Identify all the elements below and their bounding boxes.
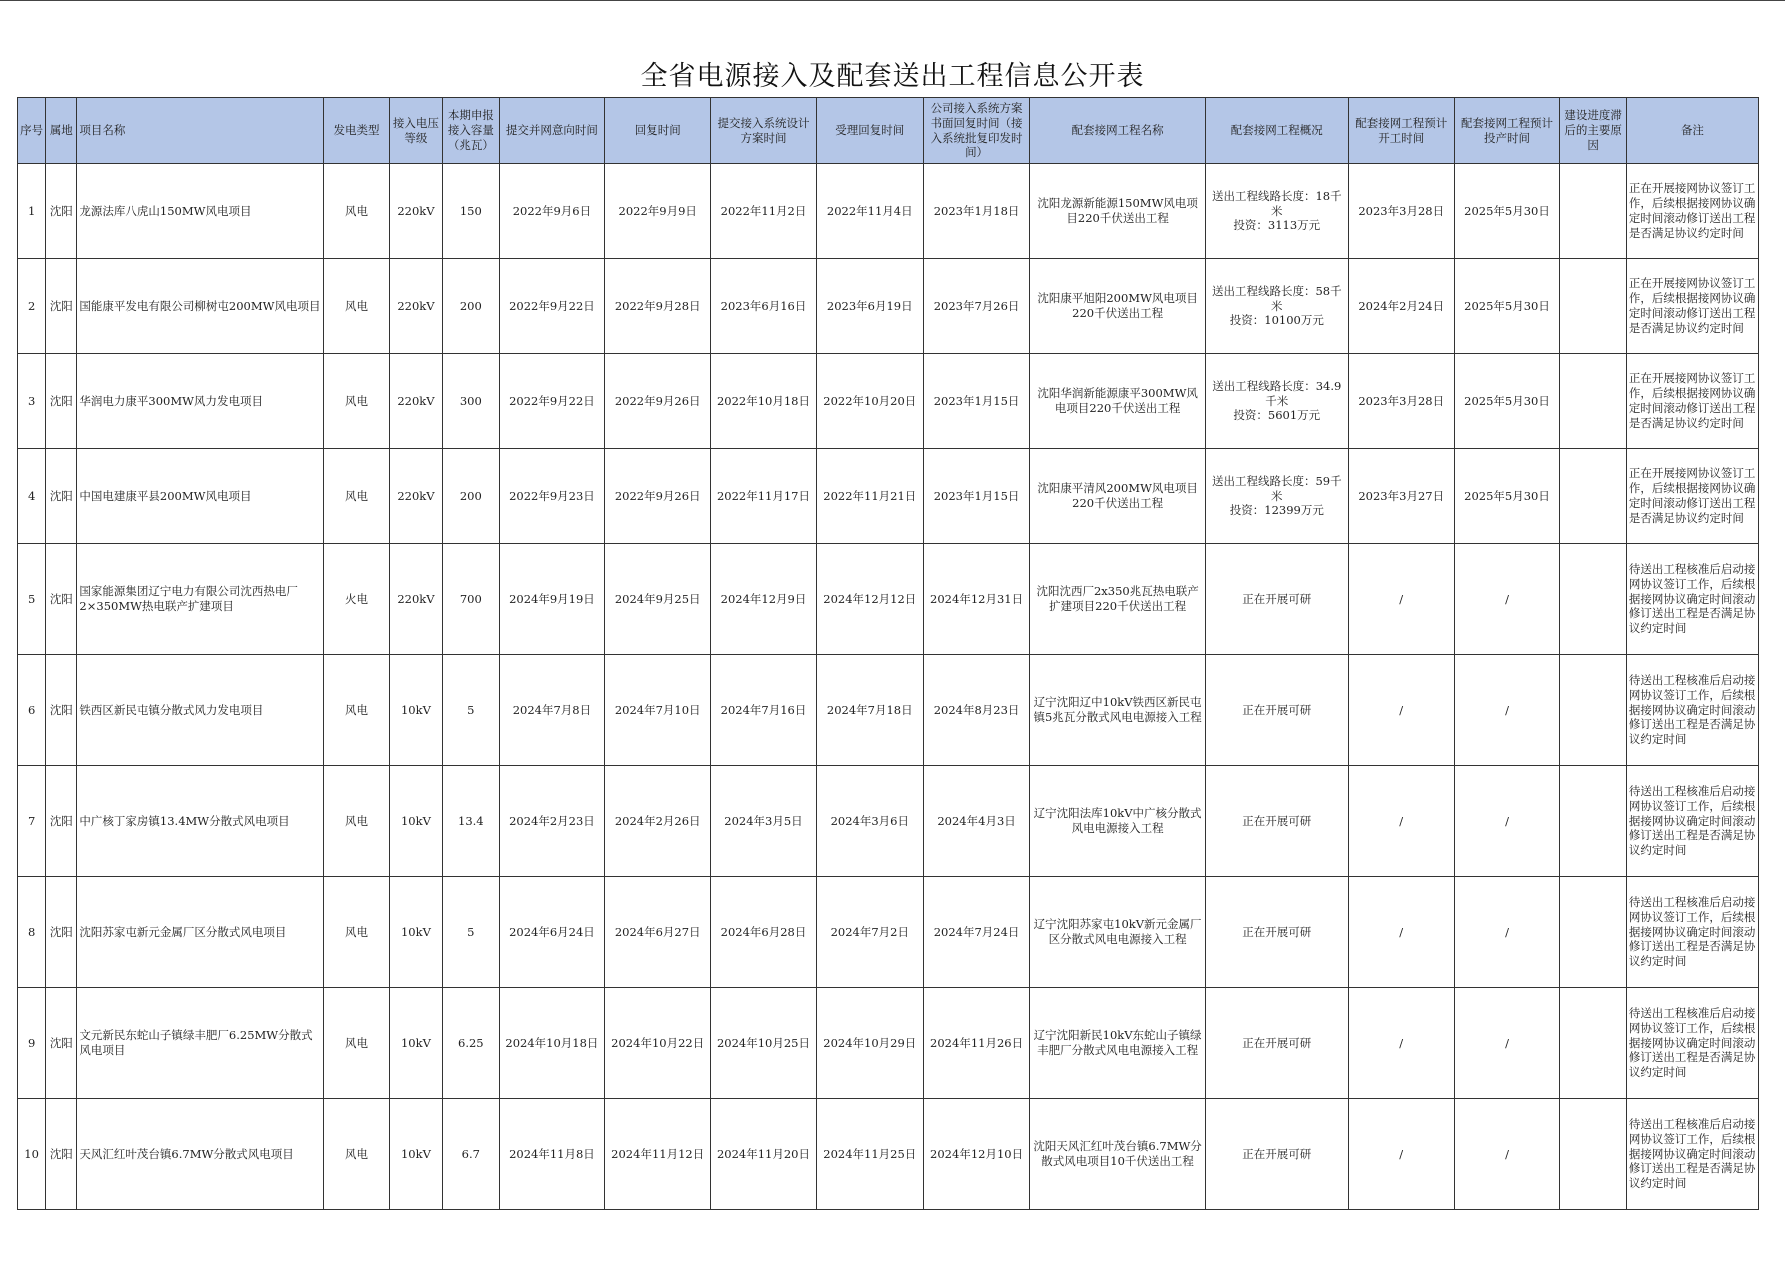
col-region-cell: 沈阳 — [46, 766, 77, 877]
col-intent-date-cell: 2024年2月23日 — [499, 766, 605, 877]
col-accept-date-cell: 2024年12月12日 — [816, 544, 923, 655]
col-remarks-cell: 正在开展接网协议签订工作，后续根据接网协议确定时间滚动修订送出工程是否满足协议约定时间 — [1626, 164, 1758, 259]
header-col-project-name: 项目名称 — [77, 98, 324, 164]
col-remarks-cell: 待送出工程核准后启动接网协议签订工作，后续根据接网协议确定时间滚动修订送出工程是否满足协议约定时间 — [1626, 988, 1758, 1099]
col-design-date-cell: 2022年11月17日 — [711, 449, 817, 544]
col-intent-date-cell: 2022年9月22日 — [499, 354, 605, 449]
col-capacity-cell: 300 — [443, 354, 499, 449]
col-gen-type-cell: 风电 — [324, 766, 389, 877]
col-index-cell: 7 — [18, 766, 46, 877]
col-approval-date-cell: 2024年11月26日 — [923, 988, 1030, 1099]
col-voltage-cell: 220kV — [389, 354, 442, 449]
col-approval-date-cell: 2023年1月15日 — [923, 354, 1030, 449]
info-table — [17, 97, 1759, 1210]
col-operation-date-cell: / — [1454, 1099, 1560, 1210]
col-start-date-cell: / — [1348, 1099, 1454, 1210]
col-approval-date-cell: 2024年7月24日 — [923, 877, 1030, 988]
header-col-reply-date: 回复时间 — [605, 98, 711, 164]
table-row — [18, 877, 1759, 988]
header-col-index: 序号 — [18, 98, 46, 164]
col-accept-date-cell: 2024年7月18日 — [816, 655, 923, 766]
col-delay-reason-cell — [1560, 655, 1626, 766]
col-delay-reason-cell — [1560, 449, 1626, 544]
col-reply-date-cell: 2024年7月10日 — [605, 655, 711, 766]
col-gen-type-cell: 风电 — [324, 1099, 389, 1210]
col-index-cell: 9 — [18, 988, 46, 1099]
header-col-approval-date: 公司接入系统方案书面回复时间（接入系统批复印发时间） — [923, 98, 1030, 164]
col-gen-type-cell: 风电 — [324, 164, 389, 259]
table-header-row — [18, 98, 1759, 164]
header-col-intent-date: 提交并网意向时间 — [499, 98, 605, 164]
col-delay-reason-cell — [1560, 259, 1626, 354]
col-gen-type-cell: 风电 — [324, 259, 389, 354]
col-region-cell: 沈阳 — [46, 655, 77, 766]
col-accept-date-cell: 2022年10月20日 — [816, 354, 923, 449]
col-project-name-cell: 天风汇红叶茂台镇6.7MW分散式风电项目 — [77, 1099, 324, 1210]
col-approval-date-cell: 2024年12月31日 — [923, 544, 1030, 655]
col-start-date-cell: / — [1348, 655, 1454, 766]
col-capacity-cell: 200 — [443, 449, 499, 544]
col-voltage-cell: 10kV — [389, 877, 442, 988]
col-grid-project-name-cell: 辽宁沈阳苏家屯10kV新元金属厂区分散式风电电源接入工程 — [1030, 877, 1205, 988]
col-index-cell: 10 — [18, 1099, 46, 1210]
table-row — [18, 164, 1759, 259]
col-design-date-cell: 2024年3月5日 — [711, 766, 817, 877]
col-start-date-cell: / — [1348, 544, 1454, 655]
col-delay-reason-cell — [1560, 877, 1626, 988]
col-grid-project-overview-cell: 送出工程线路长度：59千米 投资：12399万元 — [1205, 449, 1348, 544]
col-operation-date-cell: / — [1454, 766, 1560, 877]
page-title: 全省电源接入及配套送出工程信息公开表 — [640, 61, 1145, 92]
col-grid-project-overview-cell: 正在开展可研 — [1205, 766, 1348, 877]
col-approval-date-cell: 2023年1月18日 — [923, 164, 1030, 259]
col-approval-date-cell: 2023年1月15日 — [923, 449, 1030, 544]
col-start-date-cell: 2023年3月28日 — [1348, 164, 1454, 259]
col-design-date-cell: 2024年6月28日 — [711, 877, 817, 988]
col-intent-date-cell: 2024年7月8日 — [499, 655, 605, 766]
col-capacity-cell: 150 — [443, 164, 499, 259]
col-grid-project-overview-cell: 正在开展可研 — [1205, 544, 1348, 655]
col-delay-reason-cell — [1560, 988, 1626, 1099]
col-reply-date-cell: 2022年9月9日 — [605, 164, 711, 259]
table-row — [18, 1099, 1759, 1210]
col-reply-date-cell: 2024年2月26日 — [605, 766, 711, 877]
col-region-cell: 沈阳 — [46, 544, 77, 655]
col-intent-date-cell: 2022年9月22日 — [499, 259, 605, 354]
col-accept-date-cell: 2022年11月4日 — [816, 164, 923, 259]
col-start-date-cell: / — [1348, 988, 1454, 1099]
col-remarks-cell: 待送出工程核准后启动接网协议签订工作，后续根据接网协议确定时间滚动修订送出工程是否满足协议约定时间 — [1626, 544, 1758, 655]
col-intent-date-cell: 2024年10月18日 — [499, 988, 605, 1099]
col-accept-date-cell: 2024年7月2日 — [816, 877, 923, 988]
col-grid-project-overview-cell: 正在开展可研 — [1205, 877, 1348, 988]
header-col-remarks: 备注 — [1626, 98, 1758, 164]
col-design-date-cell: 2022年10月18日 — [711, 354, 817, 449]
col-index-cell: 8 — [18, 877, 46, 988]
col-accept-date-cell: 2024年3月6日 — [816, 766, 923, 877]
col-gen-type-cell: 风电 — [324, 655, 389, 766]
col-remarks-cell: 正在开展接网协议签订工作，后续根据接网协议确定时间滚动修订送出工程是否满足协议约定时间 — [1626, 449, 1758, 544]
col-reply-date-cell: 2024年11月12日 — [605, 1099, 711, 1210]
col-accept-date-cell: 2023年6月19日 — [816, 259, 923, 354]
col-intent-date-cell: 2022年9月23日 — [499, 449, 605, 544]
col-delay-reason-cell — [1560, 354, 1626, 449]
col-grid-project-name-cell: 辽宁沈阳法库10kV中广核分散式风电电源接入工程 — [1030, 766, 1205, 877]
col-region-cell: 沈阳 — [46, 164, 77, 259]
col-voltage-cell: 220kV — [389, 544, 442, 655]
col-delay-reason-cell — [1560, 544, 1626, 655]
col-operation-date-cell: / — [1454, 877, 1560, 988]
header-col-grid-project-overview: 配套接网工程概况 — [1205, 98, 1348, 164]
table-row — [18, 544, 1759, 655]
table-row — [18, 988, 1759, 1099]
col-grid-project-name-cell: 沈阳康平旭阳200MW风电项目220千伏送出工程 — [1030, 259, 1205, 354]
col-region-cell: 沈阳 — [46, 354, 77, 449]
col-index-cell: 2 — [18, 259, 46, 354]
col-start-date-cell: 2024年2月24日 — [1348, 259, 1454, 354]
page-top-border — [0, 0, 1785, 1]
col-grid-project-name-cell: 辽宁沈阳辽中10kV铁西区新民屯镇5兆瓦分散式风电电源接入工程 — [1030, 655, 1205, 766]
col-intent-date-cell: 2024年11月8日 — [499, 1099, 605, 1210]
col-start-date-cell: / — [1348, 877, 1454, 988]
col-project-name-cell: 文元新民东蛇山子镇绿丰肥厂6.25MW分散式风电项目 — [77, 988, 324, 1099]
table-body — [18, 164, 1759, 1210]
col-voltage-cell: 10kV — [389, 766, 442, 877]
col-project-name-cell: 中广核丁家房镇13.4MW分散式风电项目 — [77, 766, 324, 877]
col-project-name-cell: 铁西区新民屯镇分散式风力发电项目 — [77, 655, 324, 766]
col-start-date-cell: 2023年3月28日 — [1348, 354, 1454, 449]
col-reply-date-cell: 2024年6月27日 — [605, 877, 711, 988]
col-design-date-cell: 2023年6月16日 — [711, 259, 817, 354]
col-design-date-cell: 2024年7月16日 — [711, 655, 817, 766]
col-capacity-cell: 200 — [443, 259, 499, 354]
col-design-date-cell: 2024年12月9日 — [711, 544, 817, 655]
col-reply-date-cell: 2022年9月28日 — [605, 259, 711, 354]
col-start-date-cell: 2023年3月27日 — [1348, 449, 1454, 544]
col-operation-date-cell: 2025年5月30日 — [1454, 449, 1560, 544]
col-capacity-cell: 6.7 — [443, 1099, 499, 1210]
col-grid-project-name-cell: 沈阳天风汇红叶茂台镇6.7MW分散式风电项目10千伏送出工程 — [1030, 1099, 1205, 1210]
col-reply-date-cell: 2024年10月22日 — [605, 988, 711, 1099]
col-approval-date-cell: 2023年7月26日 — [923, 259, 1030, 354]
col-grid-project-overview-cell: 送出工程线路长度：58千米 投资：10100万元 — [1205, 259, 1348, 354]
col-voltage-cell: 10kV — [389, 655, 442, 766]
col-operation-date-cell: / — [1454, 655, 1560, 766]
col-capacity-cell: 6.25 — [443, 988, 499, 1099]
col-project-name-cell: 龙源法库八虎山150MW风电项目 — [77, 164, 324, 259]
col-voltage-cell: 220kV — [389, 164, 442, 259]
col-delay-reason-cell — [1560, 766, 1626, 877]
col-region-cell: 沈阳 — [46, 449, 77, 544]
col-capacity-cell: 13.4 — [443, 766, 499, 877]
col-gen-type-cell: 风电 — [324, 877, 389, 988]
col-accept-date-cell: 2024年10月29日 — [816, 988, 923, 1099]
col-remarks-cell: 待送出工程核准后启动接网协议签订工作，后续根据接网协议确定时间滚动修订送出工程是否满足协议约定时间 — [1626, 766, 1758, 877]
col-gen-type-cell: 风电 — [324, 988, 389, 1099]
col-delay-reason-cell — [1560, 164, 1626, 259]
col-region-cell: 沈阳 — [46, 1099, 77, 1210]
col-approval-date-cell: 2024年12月10日 — [923, 1099, 1030, 1210]
header-col-delay-reason: 建设进度滞后的主要原因 — [1560, 98, 1626, 164]
col-index-cell: 1 — [18, 164, 46, 259]
col-design-date-cell: 2024年11月20日 — [711, 1099, 817, 1210]
header-col-accept-date: 受理回复时间 — [816, 98, 923, 164]
col-accept-date-cell: 2024年11月25日 — [816, 1099, 923, 1210]
col-remarks-cell: 正在开展接网协议签订工作，后续根据接网协议确定时间滚动修订送出工程是否满足协议约定时间 — [1626, 259, 1758, 354]
col-region-cell: 沈阳 — [46, 877, 77, 988]
col-voltage-cell: 220kV — [389, 449, 442, 544]
col-design-date-cell: 2022年11月2日 — [711, 164, 817, 259]
col-gen-type-cell: 风电 — [324, 354, 389, 449]
header-col-grid-project-name: 配套接网工程名称 — [1030, 98, 1205, 164]
col-grid-project-overview-cell: 正在开展可研 — [1205, 1099, 1348, 1210]
header-col-start-date: 配套接网工程预计开工时间 — [1348, 98, 1454, 164]
col-approval-date-cell: 2024年8月23日 — [923, 655, 1030, 766]
col-voltage-cell: 10kV — [389, 1099, 442, 1210]
table-row — [18, 259, 1759, 354]
col-voltage-cell: 10kV — [389, 988, 442, 1099]
col-intent-date-cell: 2024年9月19日 — [499, 544, 605, 655]
col-capacity-cell: 5 — [443, 655, 499, 766]
col-intent-date-cell: 2024年6月24日 — [499, 877, 605, 988]
col-grid-project-overview-cell: 正在开展可研 — [1205, 655, 1348, 766]
col-accept-date-cell: 2022年11月21日 — [816, 449, 923, 544]
col-operation-date-cell: 2025年5月30日 — [1454, 259, 1560, 354]
col-intent-date-cell: 2022年9月6日 — [499, 164, 605, 259]
col-remarks-cell: 待送出工程核准后启动接网协议签订工作，后续根据接网协议确定时间滚动修订送出工程是否满足协议约定时间 — [1626, 877, 1758, 988]
col-project-name-cell: 国能康平发电有限公司柳树屯200MW风电项目 — [77, 259, 324, 354]
col-operation-date-cell: / — [1454, 988, 1560, 1099]
col-start-date-cell: / — [1348, 766, 1454, 877]
col-reply-date-cell: 2024年9月25日 — [605, 544, 711, 655]
table-row — [18, 655, 1759, 766]
col-gen-type-cell: 火电 — [324, 544, 389, 655]
col-region-cell: 沈阳 — [46, 988, 77, 1099]
col-capacity-cell: 5 — [443, 877, 499, 988]
col-region-cell: 沈阳 — [46, 259, 77, 354]
col-project-name-cell: 中国电建康平县200MW风电项目 — [77, 449, 324, 544]
col-voltage-cell: 220kV — [389, 259, 442, 354]
header-col-operation-date: 配套接网工程预计投产时间 — [1454, 98, 1560, 164]
col-grid-project-overview-cell: 送出工程线路长度：34.9千米 投资：5601万元 — [1205, 354, 1348, 449]
col-reply-date-cell: 2022年9月26日 — [605, 354, 711, 449]
col-project-name-cell: 国家能源集团辽宁电力有限公司沈西热电厂2×350MW热电联产扩建项目 — [77, 544, 324, 655]
table-row — [18, 766, 1759, 877]
header-col-capacity: 本期申报接入容量（兆瓦） — [443, 98, 499, 164]
col-design-date-cell: 2024年10月25日 — [711, 988, 817, 1099]
col-capacity-cell: 700 — [443, 544, 499, 655]
header-col-voltage: 接入电压等级 — [389, 98, 442, 164]
header-col-region: 属地 — [46, 98, 77, 164]
col-grid-project-name-cell: 沈阳华润新能源康平300MW风电项目220千伏送出工程 — [1030, 354, 1205, 449]
col-remarks-cell: 待送出工程核准后启动接网协议签订工作，后续根据接网协议确定时间滚动修订送出工程是否满足协议约定时间 — [1626, 1099, 1758, 1210]
col-gen-type-cell: 风电 — [324, 449, 389, 544]
col-operation-date-cell: 2025年5月30日 — [1454, 354, 1560, 449]
table-row — [18, 354, 1759, 449]
col-delay-reason-cell — [1560, 1099, 1626, 1210]
col-grid-project-overview-cell: 正在开展可研 — [1205, 988, 1348, 1099]
header-col-gen-type: 发电类型 — [324, 98, 389, 164]
col-remarks-cell: 待送出工程核准后启动接网协议签订工作，后续根据接网协议确定时间滚动修订送出工程是否满足协议约定时间 — [1626, 655, 1758, 766]
col-grid-project-name-cell: 辽宁沈阳新民10kV东蛇山子镇绿丰肥厂分散式风电电源接入工程 — [1030, 988, 1205, 1099]
col-grid-project-overview-cell: 送出工程线路长度：18千米 投资：3113万元 — [1205, 164, 1348, 259]
col-index-cell: 3 — [18, 354, 46, 449]
header-col-design-date: 提交接入系统设计方案时间 — [711, 98, 817, 164]
col-grid-project-name-cell: 沈阳沈西厂2x350兆瓦热电联产扩建项目220千伏送出工程 — [1030, 544, 1205, 655]
col-reply-date-cell: 2022年9月26日 — [605, 449, 711, 544]
table-row — [18, 449, 1759, 544]
col-grid-project-name-cell: 沈阳康平清风200MW风电项目220千伏送出工程 — [1030, 449, 1205, 544]
col-remarks-cell: 正在开展接网协议签订工作，后续根据接网协议确定时间滚动修订送出工程是否满足协议约定时间 — [1626, 354, 1758, 449]
col-index-cell: 4 — [18, 449, 46, 544]
col-index-cell: 6 — [18, 655, 46, 766]
col-approval-date-cell: 2024年4月3日 — [923, 766, 1030, 877]
col-operation-date-cell: 2025年5月30日 — [1454, 164, 1560, 259]
col-index-cell: 5 — [18, 544, 46, 655]
col-operation-date-cell: / — [1454, 544, 1560, 655]
col-project-name-cell: 华润电力康平300MW风力发电项目 — [77, 354, 324, 449]
col-grid-project-name-cell: 沈阳龙源新能源150MW风电项目220千伏送出工程 — [1030, 164, 1205, 259]
col-project-name-cell: 沈阳苏家屯新元金属厂区分散式风电项目 — [77, 877, 324, 988]
